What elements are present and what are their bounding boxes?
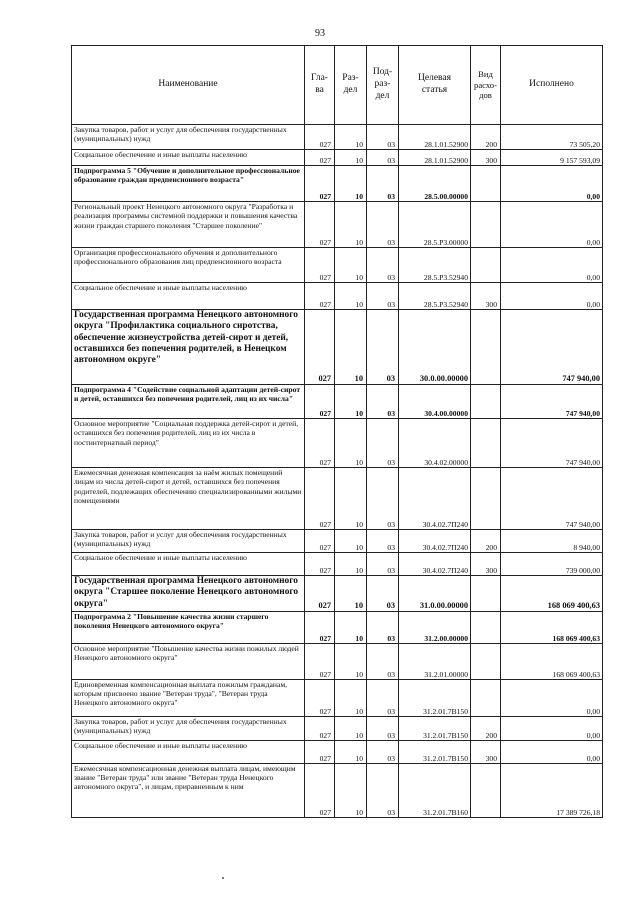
table-row — [72, 248, 603, 283]
row-target-article: 31.2.01.7В150 — [399, 716, 471, 740]
row-podrazdel: 03 — [367, 283, 399, 310]
row-amount: 0,00 — [501, 740, 603, 763]
row-podrazdel: 03 — [367, 166, 399, 202]
row-target-article: 28.1.01.52900 — [399, 125, 471, 150]
row-name: Социальное обеспечение и иные выплаты населению — [72, 283, 305, 310]
row-glava: 027 — [305, 166, 335, 202]
row-name: Подпрограмма 2 "Повышение качества жизни старшего поколения Ненецкого автономного округа" — [72, 611, 305, 643]
row-target-article: 30.4.02.00000 — [399, 419, 471, 468]
row-name: Единовременная компенсационная выплата пожилым гражданам, которым присвоено звание "Ветеран труда", "Ветеран труда Ненецкого автономного округа" — [72, 679, 305, 716]
row-amount: 739 000,00 — [501, 553, 603, 576]
row-target-article: 31.2.01.7В150 — [399, 679, 471, 716]
row-razdel: 10 — [335, 740, 367, 763]
row-glava: 027 — [305, 679, 335, 716]
row-amount: 17 389 726,18 — [501, 763, 603, 817]
table-row — [72, 385, 603, 419]
row-target-article: 30.4.00.00000 — [399, 385, 471, 419]
row-razdel: 10 — [335, 643, 367, 679]
row-name: Социальное обеспечение и иные выплаты населению — [72, 150, 305, 166]
header-done: Исполнено — [501, 46, 603, 125]
row-expense-type: 200 — [471, 125, 501, 150]
row-glava: 027 — [305, 310, 335, 385]
row-name: Региональный проект Ненецкого автономного округа "Разработка и реализация программы системной поддержки и повышения качества жизни граждан старшего поколения "Старшее поколение" — [72, 202, 305, 248]
row-name: Социальное обеспечение и иные выплаты населению — [72, 740, 305, 763]
table-row — [72, 576, 603, 612]
row-target-article: 28.5.P3.52940 — [399, 248, 471, 283]
row-expense-type: 200 — [471, 530, 501, 553]
row-glava: 027 — [305, 468, 335, 530]
table-row — [72, 716, 603, 740]
row-name: Подпрограмма 4 "Содействие социальной адаптации детей-сирот и детей, оставшихся без попечения родителей, лиц из их числа" — [72, 385, 305, 419]
row-razdel: 10 — [335, 310, 367, 385]
row-glava: 027 — [305, 248, 335, 283]
row-name: Государственная программа Ненецкого автономного округа "Старшее поколение Ненецкого автономного округа" — [72, 576, 305, 612]
row-podrazdel: 03 — [367, 248, 399, 283]
budget-execution-table — [71, 45, 603, 818]
row-name: Ежемесячная денежная компенсация за наём жилых помещений лицам из числа детей-сирот и детей, оставшихся без попечения родителей, подлежащих обеспечению специализированными жилыми помещениями — [72, 468, 305, 530]
row-target-article: 31.0.00.00000 — [399, 576, 471, 612]
table-row — [72, 553, 603, 576]
row-amount: 168 069 400,63 — [501, 643, 603, 679]
row-razdel: 10 — [335, 716, 367, 740]
row-podrazdel: 03 — [367, 530, 399, 553]
row-target-article: 28.5.P3.52940 — [399, 283, 471, 310]
row-razdel: 10 — [335, 576, 367, 612]
row-glava: 027 — [305, 643, 335, 679]
table-row — [72, 283, 603, 310]
row-podrazdel: 03 — [367, 150, 399, 166]
scan-speck — [222, 877, 224, 879]
row-glava: 027 — [305, 553, 335, 576]
row-expense-type: 300 — [471, 150, 501, 166]
row-glava: 027 — [305, 385, 335, 419]
row-razdel: 10 — [335, 166, 367, 202]
row-razdel: 10 — [335, 419, 367, 468]
row-name: Ежемесячная компенсационная денежная выплата лицам, имеющим звание "Ветеран труда" или звание "Ветеран труда Ненецкого автономного округа", и лицам, приравненным к ним — [72, 763, 305, 817]
header-podrazdel: Под- раз- дел — [367, 46, 399, 125]
row-target-article: 30.4.02.7П240 — [399, 530, 471, 553]
row-razdel: 10 — [335, 553, 367, 576]
table-row — [72, 150, 603, 166]
row-amount: 747 940,00 — [501, 419, 603, 468]
header-target: Целевая статья — [399, 46, 471, 125]
row-name: Основное мероприятие "Социальная поддержка детей-сирот и детей, оставшихся без попечения родителей, лиц из их числа в постинтернатный период" — [72, 419, 305, 468]
row-amount: 8 940,00 — [501, 530, 603, 553]
table-row — [72, 166, 603, 202]
row-glava: 027 — [305, 740, 335, 763]
table-row — [72, 125, 603, 150]
row-podrazdel: 03 — [367, 553, 399, 576]
row-name: Подпрограмма 5 "Обучение и дополнительное профессиональное образование граждан предпенсионного возраста" — [72, 166, 305, 202]
row-glava: 027 — [305, 419, 335, 468]
row-expense-type — [471, 468, 501, 530]
row-podrazdel: 03 — [367, 679, 399, 716]
row-name: Закупка товаров, работ и услуг для обеспечения государственных (муниципальных) нужд — [72, 716, 305, 740]
row-target-article: 30.4.02.7П240 — [399, 553, 471, 576]
row-podrazdel: 03 — [367, 310, 399, 385]
row-target-article: 30.4.02.7П240 — [399, 468, 471, 530]
row-expense-type — [471, 248, 501, 283]
table-row — [72, 530, 603, 553]
row-expense-type: 300 — [471, 740, 501, 763]
header-razdel: Раз- дел — [335, 46, 367, 125]
row-amount: 0,00 — [501, 202, 603, 248]
row-glava: 027 — [305, 716, 335, 740]
row-podrazdel: 03 — [367, 716, 399, 740]
row-podrazdel: 03 — [367, 419, 399, 468]
table-row — [72, 202, 603, 248]
table-row — [72, 310, 603, 385]
row-expense-type — [471, 763, 501, 817]
row-podrazdel: 03 — [367, 763, 399, 817]
row-amount: 747 940,00 — [501, 385, 603, 419]
header-vid: Вид расхо- дов — [471, 46, 501, 125]
row-podrazdel: 03 — [367, 643, 399, 679]
row-amount: 9 157 593,09 — [501, 150, 603, 166]
row-amount: 0,00 — [501, 166, 603, 202]
row-target-article: 31.2.01.00000 — [399, 643, 471, 679]
row-podrazdel: 03 — [367, 576, 399, 612]
row-razdel: 10 — [335, 202, 367, 248]
row-name: Социальное обеспечение и иные выплаты населению — [72, 553, 305, 576]
row-expense-type — [471, 166, 501, 202]
table-row — [72, 611, 603, 643]
row-name: Закупка товаров, работ и услуг для обеспечения государственных (муниципальных) нужд — [72, 530, 305, 553]
table-row — [72, 763, 603, 817]
row-expense-type — [471, 385, 501, 419]
row-amount: 0,00 — [501, 283, 603, 310]
row-expense-type — [471, 202, 501, 248]
row-razdel: 10 — [335, 248, 367, 283]
row-glava: 027 — [305, 150, 335, 166]
row-podrazdel: 03 — [367, 740, 399, 763]
row-amount: 747 940,00 — [501, 310, 603, 385]
table-row — [72, 679, 603, 716]
row-expense-type — [471, 310, 501, 385]
row-name: Государственная программа Ненецкого автономного округа "Профилактика социального сиротства, обеспечение жизнеустройства детей-сирот и детей, оставшихся без попечения родителей, в Ненецком автономном округе" — [72, 310, 305, 385]
row-expense-type — [471, 611, 501, 643]
row-glava: 027 — [305, 202, 335, 248]
row-podrazdel: 03 — [367, 385, 399, 419]
row-razdel: 10 — [335, 468, 367, 530]
row-glava: 027 — [305, 611, 335, 643]
row-target-article: 31.2.01.7В150 — [399, 740, 471, 763]
row-target-article: 31.2.01.7В160 — [399, 763, 471, 817]
row-razdel: 10 — [335, 385, 367, 419]
row-glava: 027 — [305, 763, 335, 817]
header-glava: Гла- ва — [305, 46, 335, 125]
row-podrazdel: 03 — [367, 468, 399, 530]
row-razdel: 10 — [335, 283, 367, 310]
table-row — [72, 419, 603, 468]
row-target-article: 28.5.00.00000 — [399, 166, 471, 202]
header-name: Наименование — [72, 46, 305, 125]
row-name: Закупка товаров, работ и услуг для обеспечения государственных (муниципальных) нужд — [72, 125, 305, 150]
row-podrazdel: 03 — [367, 202, 399, 248]
row-glava: 027 — [305, 283, 335, 310]
row-podrazdel: 03 — [367, 611, 399, 643]
row-amount: 0,00 — [501, 679, 603, 716]
row-target-article: 28.1.01.52900 — [399, 150, 471, 166]
row-amount: 168 069 400,63 — [501, 611, 603, 643]
row-razdel: 10 — [335, 763, 367, 817]
row-amount: 0,00 — [501, 248, 603, 283]
row-target-article: 30.0.00.00000 — [399, 310, 471, 385]
row-amount: 747 940,00 — [501, 468, 603, 530]
row-glava: 027 — [305, 576, 335, 612]
table-header-row — [72, 46, 603, 125]
row-expense-type — [471, 576, 501, 612]
row-expense-type — [471, 419, 501, 468]
row-expense-type — [471, 643, 501, 679]
row-expense-type — [471, 679, 501, 716]
row-amount: 168 069 400,63 — [501, 576, 603, 612]
table-row — [72, 468, 603, 530]
row-glava: 027 — [305, 530, 335, 553]
row-name: Организация профессионального обучения и дополнительного профессионального образования лиц предпенсионного возраста — [72, 248, 305, 283]
row-expense-type: 300 — [471, 283, 501, 310]
row-razdel: 10 — [335, 125, 367, 150]
row-razdel: 10 — [335, 530, 367, 553]
row-target-article: 28.5.P3.00000 — [399, 202, 471, 248]
row-expense-type: 200 — [471, 716, 501, 740]
row-podrazdel: 03 — [367, 125, 399, 150]
row-razdel: 10 — [335, 679, 367, 716]
row-target-article: 31.2.00.00000 — [399, 611, 471, 643]
table-row — [72, 643, 603, 679]
table-row — [72, 740, 603, 763]
row-amount: 0,00 — [501, 716, 603, 740]
row-glava: 027 — [305, 125, 335, 150]
page-number: 93 — [315, 28, 325, 39]
row-amount: 73 505,20 — [501, 125, 603, 150]
row-razdel: 10 — [335, 150, 367, 166]
row-expense-type: 300 — [471, 553, 501, 576]
row-razdel: 10 — [335, 611, 367, 643]
row-name: Основное мероприятие "Повышение качества жизни пожилых людей Ненецкого автономного округа" — [72, 643, 305, 679]
